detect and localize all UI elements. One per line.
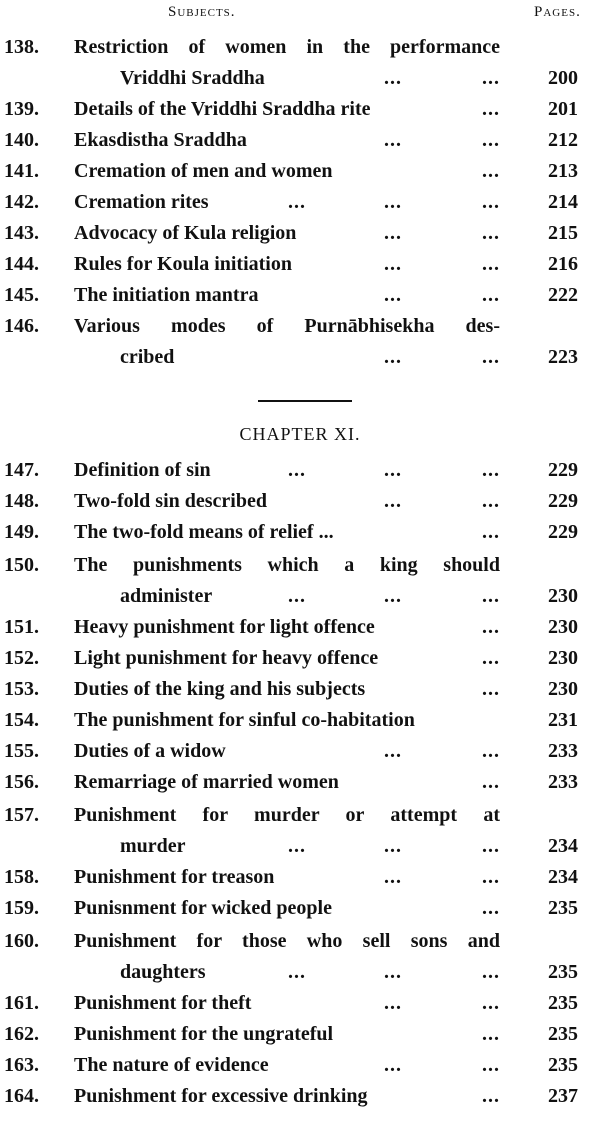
entry-page: 223 bbox=[548, 346, 578, 368]
leader-dots: ... bbox=[482, 585, 500, 607]
entry-number: 147. bbox=[4, 459, 39, 481]
leader-dots: ... bbox=[482, 835, 500, 857]
entry-number: 155. bbox=[4, 740, 39, 762]
leader-dots: ... bbox=[482, 1085, 500, 1107]
leader-dots: ... bbox=[384, 835, 402, 857]
entry-page: 230 bbox=[548, 647, 578, 669]
entry-page: 229 bbox=[548, 521, 578, 543]
leader-dots: ... bbox=[384, 253, 402, 275]
entry-title: The nature of evidence bbox=[74, 1054, 269, 1076]
entry-page: 222 bbox=[548, 284, 578, 306]
section-divider bbox=[258, 400, 352, 402]
entry-number: 152. bbox=[4, 647, 39, 669]
entry-title: Various modes of Purnābhisekha des- bbox=[74, 315, 500, 337]
leader-dots: ... bbox=[482, 222, 500, 244]
entry-page: 214 bbox=[548, 191, 578, 213]
entry-title: Light punishment for heavy offence bbox=[74, 647, 379, 669]
chapter-heading: CHAPTER XI. bbox=[239, 424, 361, 444]
entry-title: Punishment for the ungrateful bbox=[74, 1023, 334, 1045]
entry-number: 146. bbox=[4, 315, 39, 337]
leader-dots: ... bbox=[482, 1023, 500, 1045]
entry-number: 139. bbox=[4, 98, 39, 120]
leader-dots: ... bbox=[384, 961, 402, 983]
entry-title: Punishment for excessive drinking bbox=[74, 1085, 368, 1107]
entry-title: Punishment for those who sell sons and bbox=[74, 930, 500, 952]
entry-page: 213 bbox=[548, 160, 578, 182]
leader-dots: ... bbox=[482, 490, 500, 512]
entry-page: 235 bbox=[548, 897, 578, 919]
leader-dots: ... bbox=[288, 835, 306, 857]
entry-number: 138. bbox=[4, 36, 39, 58]
entry-title: Ekasdistha Sraddha bbox=[74, 129, 247, 151]
entry-title: Remarriage of married women bbox=[74, 771, 339, 793]
entry-title: Punisnment for wicked people bbox=[74, 897, 332, 919]
entry-title-continued: daughters bbox=[120, 961, 206, 983]
entry-title: Punishment for theft bbox=[74, 992, 252, 1014]
leader-dots: ... bbox=[482, 647, 500, 669]
leader-dots: ... bbox=[482, 992, 500, 1014]
entry-number: 162. bbox=[4, 1023, 39, 1045]
leader-dots: ... bbox=[288, 961, 306, 983]
entry-number: 142. bbox=[4, 191, 39, 213]
entry-title: Restriction of women in the performance bbox=[74, 36, 500, 58]
leader-dots: ... bbox=[384, 284, 402, 306]
entry-title: Advocacy of Kula religion bbox=[74, 222, 297, 244]
entry-number: 160. bbox=[4, 930, 39, 952]
leader-dots: ... bbox=[288, 191, 306, 213]
entry-number: 149. bbox=[4, 521, 39, 543]
leader-dots: ... bbox=[482, 866, 500, 888]
leader-dots: ... bbox=[482, 897, 500, 919]
subjects-header: Subjects. bbox=[168, 4, 236, 20]
leader-dots: ... bbox=[482, 98, 500, 120]
entry-title-continued: administer bbox=[120, 585, 213, 607]
entry-number: 145. bbox=[4, 284, 39, 306]
entry-page: 229 bbox=[548, 459, 578, 481]
entry-page: 230 bbox=[548, 616, 578, 638]
entry-title: Two-fold sin described bbox=[74, 490, 267, 512]
entry-title: The punishments which a king should bbox=[74, 554, 500, 576]
entry-title: Details of the Vriddhi Sraddha rite bbox=[74, 98, 371, 120]
entry-title: Heavy punishment for light offence bbox=[74, 616, 375, 638]
leader-dots: ... bbox=[384, 490, 402, 512]
pages-header: Pages. bbox=[534, 4, 581, 20]
leader-dots: ... bbox=[384, 67, 402, 89]
leader-dots: ... bbox=[482, 459, 500, 481]
entry-title-continued: Vriddhi Sraddha bbox=[120, 67, 265, 89]
entry-page: 212 bbox=[548, 129, 578, 151]
entry-title: Punishment for murder or attempt at bbox=[74, 804, 500, 826]
leader-dots: ... bbox=[384, 740, 402, 762]
leader-dots: ... bbox=[384, 346, 402, 368]
entry-title: The punishment for sinful co-habitation bbox=[74, 709, 415, 731]
entry-page: 230 bbox=[548, 678, 578, 700]
entry-number: 157. bbox=[4, 804, 39, 826]
leader-dots: ... bbox=[482, 346, 500, 368]
entry-number: 164. bbox=[4, 1085, 39, 1107]
leader-dots: ... bbox=[384, 585, 402, 607]
entry-number: 163. bbox=[4, 1054, 39, 1076]
entry-number: 143. bbox=[4, 222, 39, 244]
entry-number: 144. bbox=[4, 253, 39, 275]
entry-number: 161. bbox=[4, 992, 39, 1014]
entry-title: The two-fold means of relief ... bbox=[74, 521, 334, 543]
leader-dots: ... bbox=[482, 771, 500, 793]
entry-page: 235 bbox=[548, 1054, 578, 1076]
leader-dots: ... bbox=[482, 521, 500, 543]
leader-dots: ... bbox=[288, 585, 306, 607]
entry-number: 156. bbox=[4, 771, 39, 793]
leader-dots: ... bbox=[482, 129, 500, 151]
entry-number: 140. bbox=[4, 129, 39, 151]
entry-page: 216 bbox=[548, 253, 578, 275]
entry-page: 229 bbox=[548, 490, 578, 512]
leader-dots: ... bbox=[482, 740, 500, 762]
entry-number: 154. bbox=[4, 709, 39, 731]
leader-dots: ... bbox=[384, 459, 402, 481]
leader-dots: ... bbox=[384, 992, 402, 1014]
entry-page: 233 bbox=[548, 771, 578, 793]
entry-title-continued: murder bbox=[120, 835, 186, 857]
leader-dots: ... bbox=[288, 459, 306, 481]
leader-dots: ... bbox=[482, 678, 500, 700]
entry-page: 231 bbox=[548, 709, 578, 731]
entry-page: 235 bbox=[548, 992, 578, 1014]
leader-dots: ... bbox=[482, 191, 500, 213]
entry-title: Punishment for treason bbox=[74, 866, 275, 888]
leader-dots: ... bbox=[482, 160, 500, 182]
entry-page: 215 bbox=[548, 222, 578, 244]
entry-page: 230 bbox=[548, 585, 578, 607]
leader-dots: ... bbox=[482, 284, 500, 306]
entry-page: 234 bbox=[548, 835, 578, 857]
entry-number: 153. bbox=[4, 678, 39, 700]
entry-title-continued: cribed bbox=[120, 346, 175, 368]
entry-number: 148. bbox=[4, 490, 39, 512]
entry-number: 151. bbox=[4, 616, 39, 638]
leader-dots: ... bbox=[482, 961, 500, 983]
leader-dots: ... bbox=[384, 129, 402, 151]
entry-title: Cremation rites bbox=[74, 191, 209, 213]
leader-dots: ... bbox=[384, 222, 402, 244]
entry-page: 233 bbox=[548, 740, 578, 762]
leader-dots: ... bbox=[482, 253, 500, 275]
entry-number: 141. bbox=[4, 160, 39, 182]
leader-dots: ... bbox=[482, 1054, 500, 1076]
entry-number: 150. bbox=[4, 554, 39, 576]
entry-number: 159. bbox=[4, 897, 39, 919]
leader-dots: ... bbox=[384, 866, 402, 888]
leader-dots: ... bbox=[384, 191, 402, 213]
entry-page: 200 bbox=[548, 67, 578, 89]
entry-title: Definition of sin bbox=[74, 459, 211, 481]
entry-title: The initiation mantra bbox=[74, 284, 259, 306]
leader-dots: ... bbox=[482, 67, 500, 89]
entry-page: 201 bbox=[548, 98, 578, 120]
entry-page: 237 bbox=[548, 1085, 578, 1107]
entry-page: 235 bbox=[548, 961, 578, 983]
entry-number: 158. bbox=[4, 866, 39, 888]
entry-title: Rules for Koula initiation bbox=[74, 253, 292, 275]
entry-title: Duties of a widow bbox=[74, 740, 226, 762]
entry-page: 234 bbox=[548, 866, 578, 888]
entry-title: Duties of the king and his subjects bbox=[74, 678, 366, 700]
leader-dots: ... bbox=[482, 616, 500, 638]
leader-dots: ... bbox=[384, 1054, 402, 1076]
entry-title: Cremation of men and women bbox=[74, 160, 333, 182]
entry-page: 235 bbox=[548, 1023, 578, 1045]
